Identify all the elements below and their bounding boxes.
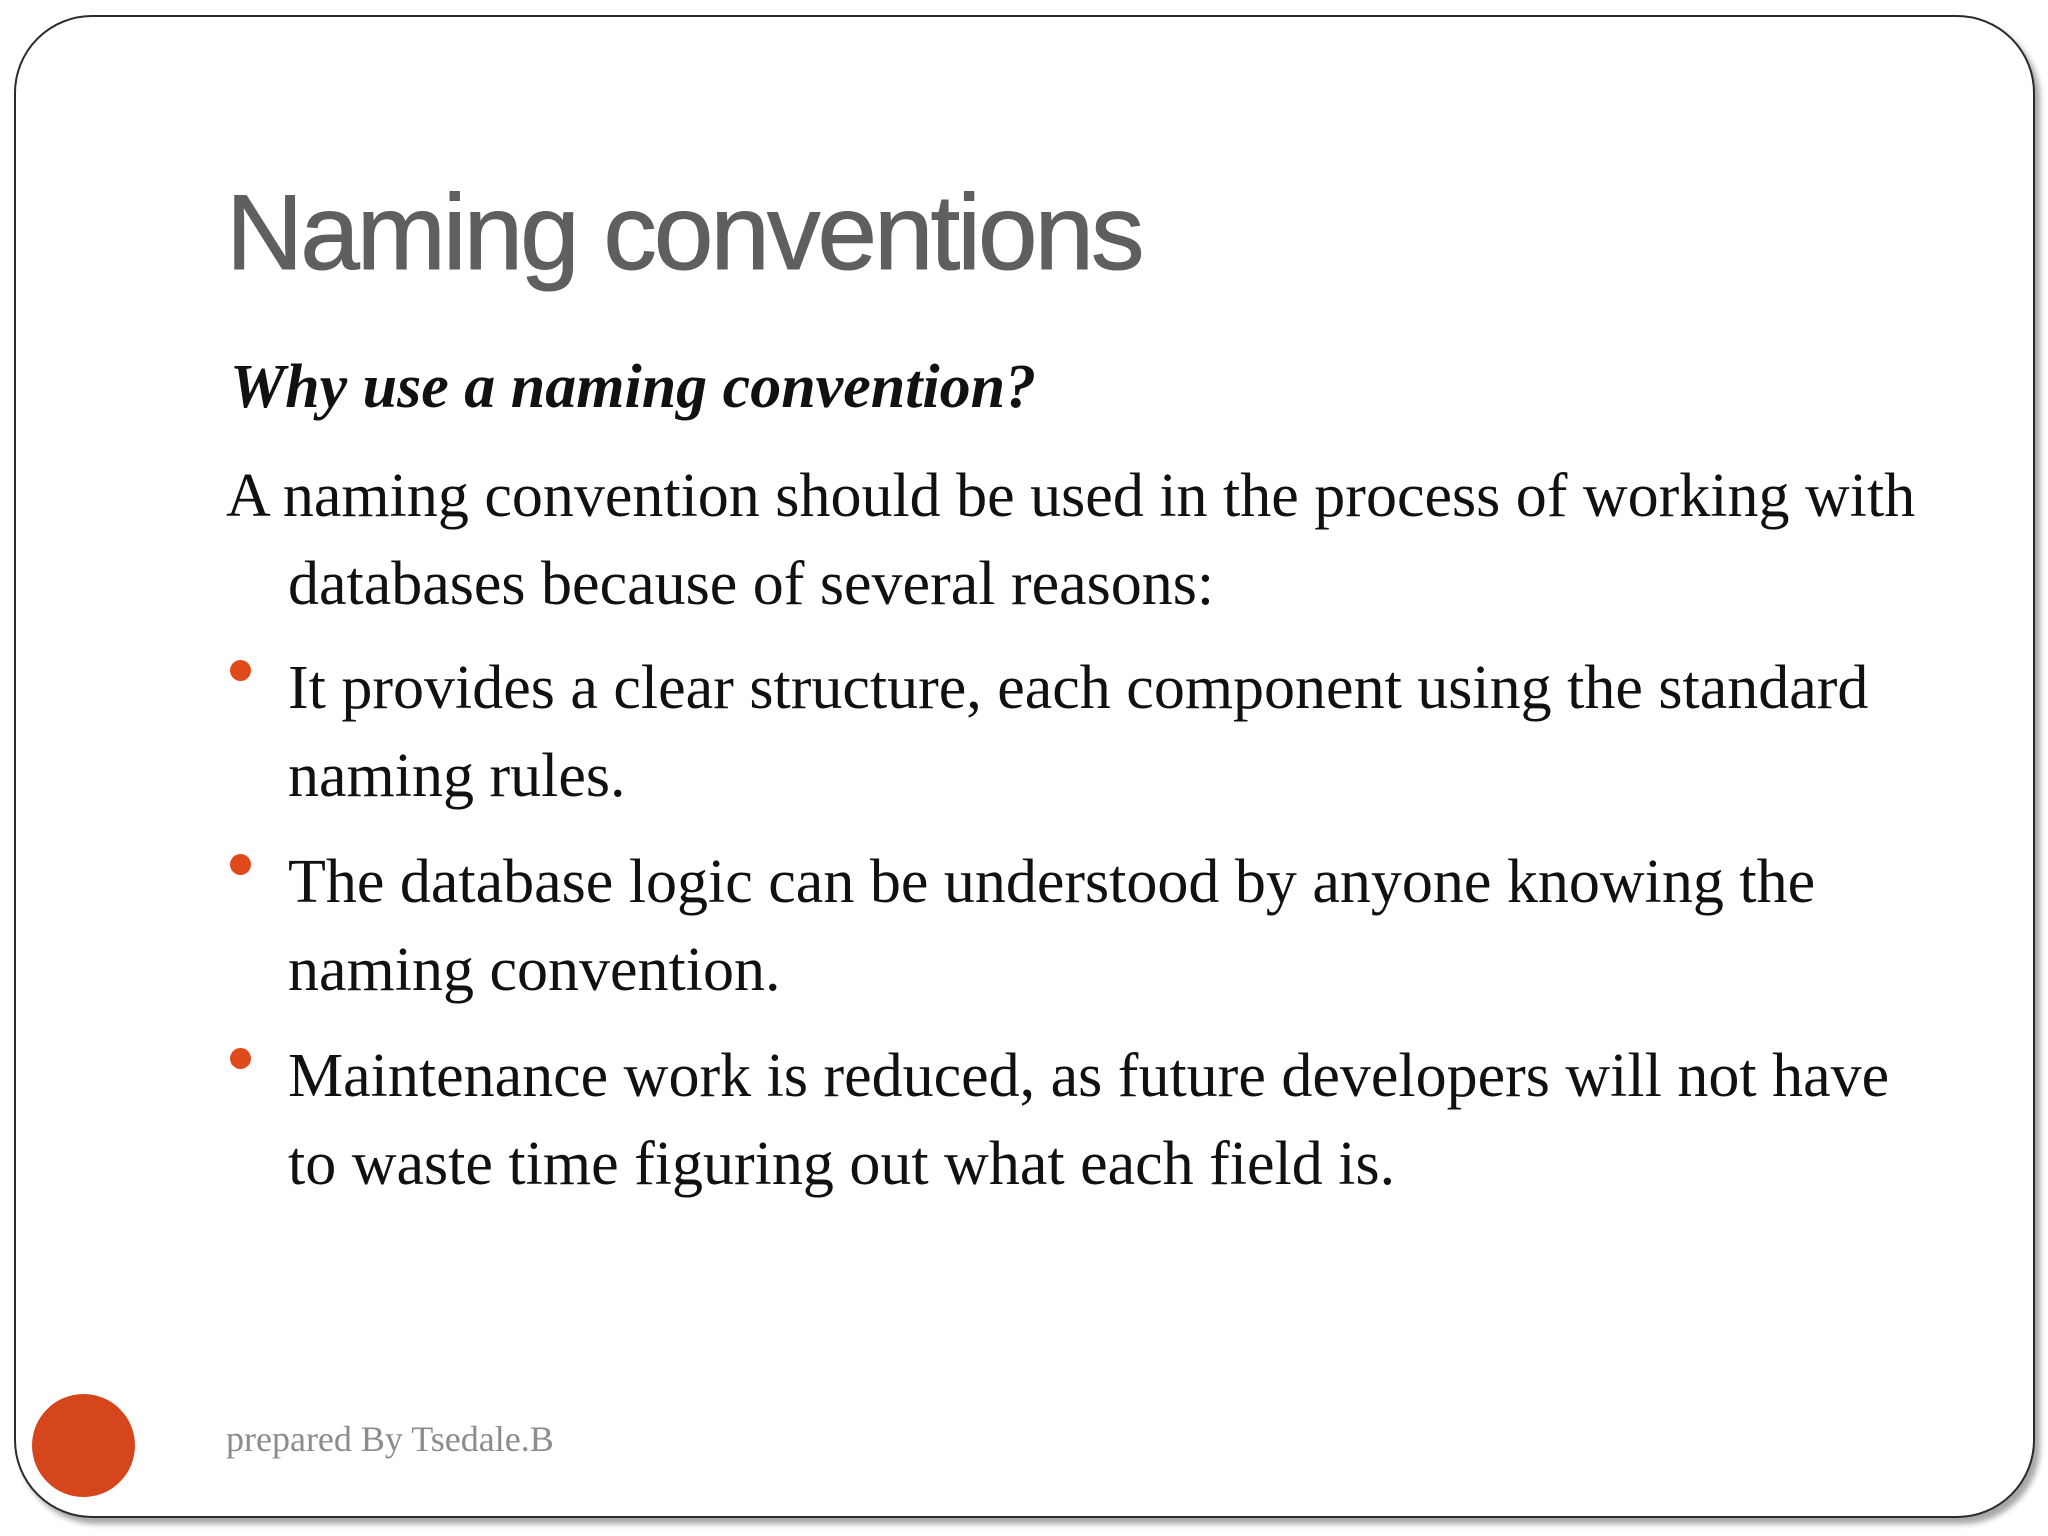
intro-paragraph: A naming convention should be used in the process of working with databases because of several reasons: <box>226 462 1916 618</box>
bullet-text: The database logic can be understood by anyone knowing the naming convention. <box>288 848 1816 1004</box>
bullet-list <box>226 644 1946 1208</box>
orange-circle-decoration <box>32 1394 135 1497</box>
bullet-dot-icon <box>230 854 251 875</box>
bullet-item <box>226 1032 1946 1208</box>
slide-subtitle: Why use a naming convention? <box>230 353 1037 421</box>
slide-body <box>226 452 1946 1226</box>
bullet-item <box>226 644 1946 820</box>
footer-credit: prepared By Tsedale.B <box>226 1419 554 1459</box>
bullet-item <box>226 838 1946 1014</box>
bullet-dot-icon <box>230 660 251 681</box>
bullet-text: Maintenance work is reduced, as future developers will not have to waste time figuring out what each field is. <box>288 1042 1890 1198</box>
bullet-dot-icon <box>230 1048 251 1069</box>
bullet-text: It provides a clear structure, each component using the standard naming rules. <box>288 654 1869 810</box>
slide-title: Naming conventions <box>226 172 1142 292</box>
